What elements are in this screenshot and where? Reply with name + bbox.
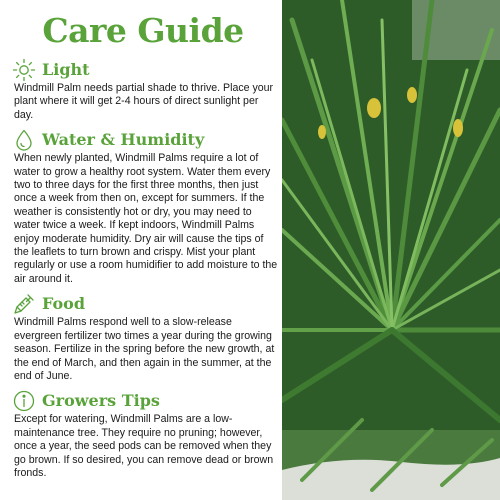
section-header	[12, 292, 282, 316]
section-heading: Growers Tips	[42, 391, 160, 411]
page-title: Care Guide	[42, 11, 244, 50]
section-growers-tips	[12, 389, 282, 480]
section-header	[12, 389, 282, 413]
water-drop-icon	[12, 128, 36, 152]
section-body: Windmill Palm needs partial shade to thrive. Place your plant where it will get 2-4 hours of direct sunlight per day.	[14, 82, 274, 121]
section-header	[12, 128, 282, 152]
section-water-humidity	[12, 128, 282, 286]
section-header	[12, 58, 282, 82]
info-icon	[12, 389, 36, 413]
section-heading: Light	[42, 60, 90, 79]
section-heading: Water & Humidity	[42, 130, 205, 150]
section-light	[12, 58, 282, 122]
section-body: Except for watering, Windmill Palms are a low-maintenance tree. They require no pruning; however, once a year, the seed pods can be removed when they go brown. If so desired, you can remove dead or brown fronds.	[14, 413, 274, 479]
section-heading: Food	[42, 294, 86, 314]
sun-icon	[12, 58, 36, 82]
windmill-palm-photo	[282, 0, 500, 500]
section-food	[12, 292, 282, 383]
section-body: Windmill Palms respond well to a slow-release evergreen fertilizer two times a year during the growing season. Fertilize in the spring before the new growth, at the end of March, and then again in the summer, at the end of June.	[14, 316, 275, 382]
palm-leaves-illustration	[282, 0, 500, 500]
section-body: When newly planted, Windmill Palms require a lot of water to grow a healthy root system. Water them every two to three days for the first three months, then just once a week from then on, except for summers. If the weather is consistently hot or dry, you may need to water twice a week. If kept indoors, Windmill Palms enjoy moderate humidity. Dry air will cause the tips of the leaflets to turn brown and crispy. Mist your plant regularly or use a room humidifier to add moisture to the air around it.	[14, 152, 278, 285]
fertilizer-syringe-icon	[12, 292, 36, 316]
